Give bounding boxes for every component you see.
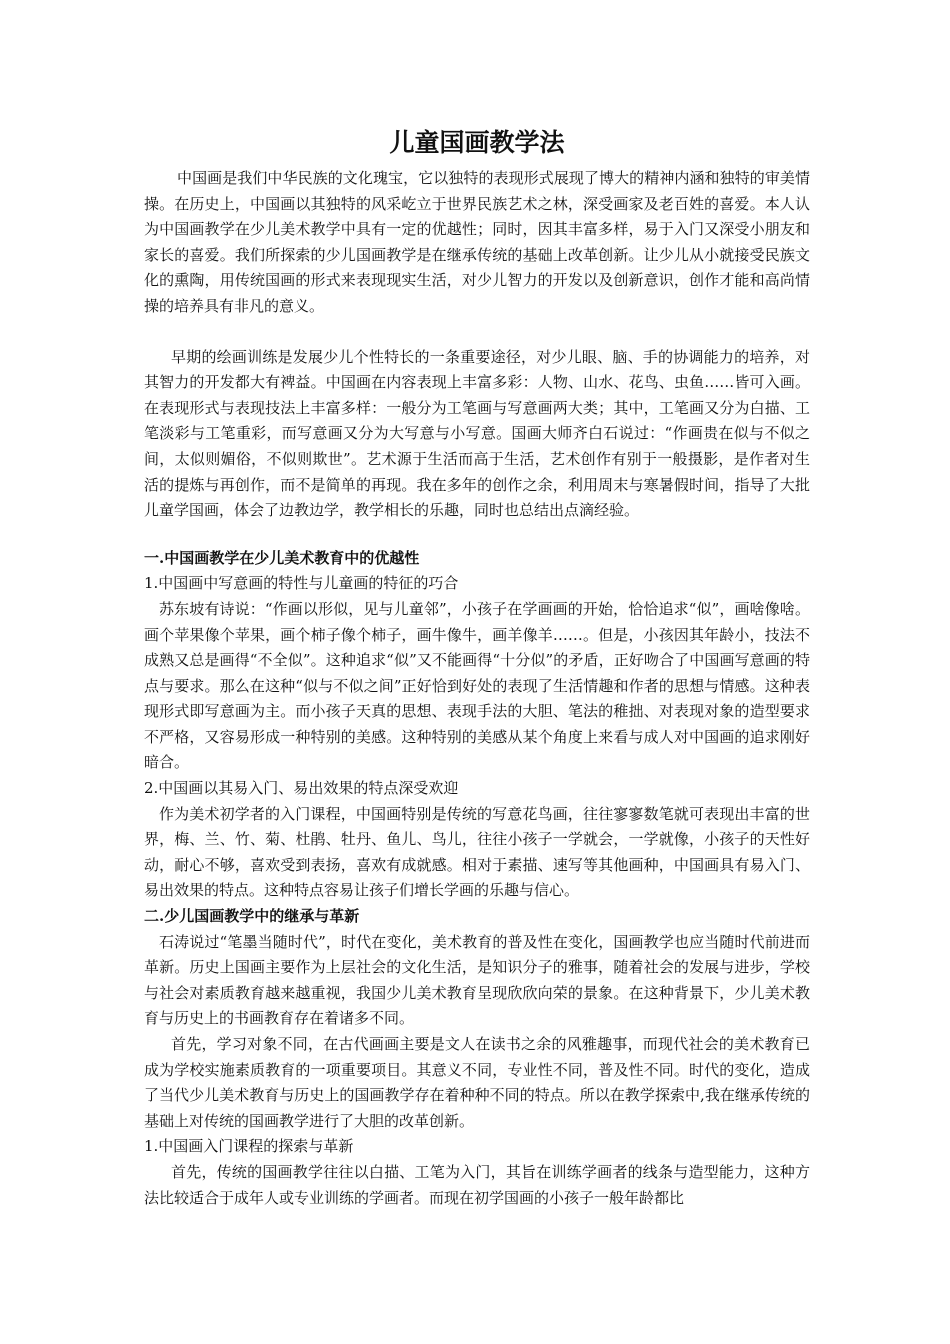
section-2-paragraph-3: 首先，传统的国画教学往往以白描、工笔为入门，其旨在训练学画者的线条与造型能力，这种方法比较适合于成年人或专业训练的学画者。而现在初学国画的小孩子一般年龄都比 [144,1162,810,1207]
section-1-heading: 一.中国画教学在少儿美术教育中的优越性 [144,548,420,567]
section-2-subheading-1: 1.中国画入门课程的探索与革新 [144,1137,354,1156]
section-2-heading: 二.少儿国画教学中的继承与革新 [144,907,360,926]
section-1-paragraph-1: 苏东坡有诗说：“作画以形似，见与儿童邻”，小孩子在学画画的开始，恰恰追求“似”，画啥像啥。画个苹果像个苹果，画个柿子像个柿子，画牛像牛，画羊像羊……。但是，小孩因其年龄小，技法不成熟又总是画得“不全似”。这种追求“似”又不能画得“十分似”的矛盾，正好吻合了中国画写意画的特点与要求。那么在这种“似与不似之间”正好恰到好处的表现了生活情趣和作者的思想与情感。这种表现形式即写意画为主。而小孩子天真的思想、表现手法的大胆、笔法的稚拙、对表现对象的造型要求不严格，又容易形成一种特别的美感。这种特别的美感从某个角度上来看与成人对中国画的追求刚好暗合。 [144,599,810,772]
page-title: 儿童国画教学法 [389,128,565,157]
intro-paragraph-1: 中国画是我们中华民族的文化瑰宝，它以独特的表现形式展现了博大的精神内涵和独特的审美情操。在历史上，中国画以其独特的风采屹立于世界民族艺术之林，深受画家及老百姓的喜爱。本人认为中国画教学在少儿美术教学中具有一定的优越性；同时，因其丰富多样，易于入门又深受小朋友和家长的喜爱。我们所探索的少儿国画教学是在继承传统的基础上改革创新。让少儿从小就接受民族文化的熏陶，用传统国画的形式来表现现实生活，对少儿智力的开发以及创新意识，创作才能和高尚情操的培养具有非凡的意义。 [144,169,810,315]
intro-paragraph-2: 早期的绘画训练是发展少儿个性特长的一条重要途径，对少儿眼、脑、手的协调能力的培养，对其智力的开发都大有裨益。中国画在内容表现上丰富多彩：人物、山水、花鸟、虫鱼……皆可入画。在表现形式与表现技法上丰富多样：一般分为工笔画与写意画两大类；其中，工笔画又分为白描、工笔淡彩与工笔重彩，而写意画又分为大写意与小写意。国画大师齐白石说过：“作画贵在似与不似之间，太似则媚俗，不似则欺世”。艺术源于生活而高于生活，艺术创作有别于一般摄影，是作者对生活的提炼与再创作，而不是简单的再现。我在多年的创作之余，利用周末与寒暑假时间，指导了大批儿童学国画，体会了边教边学，教学相长的乐趣，同时也总结出点滴经验。 [144,347,810,520]
section-1-subheading-2: 2.中国画以其易入门、易出效果的特点深受欢迎 [144,779,459,798]
section-2-paragraph-2: 首先，学习对象不同，在古代画画主要是文人在读书之余的风雅趣事，而现代社会的美术教育已成为学校实施素质教育的一项重要项目。其意义不同，专业性不同，普及性不同。时代的变化，造成了当代少儿美术教育与历史上的国画教学存在着种种不同的特点。所以在教学探索中,我在继承传统的基础上对传统的国画教学进行了大胆的改革创新。 [144,1035,810,1130]
spacer [144,320,810,345]
section-2-paragraph-1: 石涛说过“笔墨当随时代”，时代在变化，美术教育的普及性在变化，国画教学也应当随时代前进而革新。历史上国画主要作为上层社会的文化生活，是知识分子的雅事，随着社会的发展与进步，学校与社会对素质教育越来越重视，我国少儿美术教育呈现欣欣向荣的景象。在这种背景下，少儿美术教育与历史上的书画教育存在着诸多不同。 [144,932,810,1028]
section-1-subheading-1: 1.中国画中写意画的特性与儿童画的特征的巧合 [144,574,459,593]
document-body [144,126,810,1211]
section-1-paragraph-2: 作为美术初学者的入门课程，中国画特别是传统的写意花鸟画，往往寥寥数笔就可表现出丰富的世界，梅、兰、竹、菊、杜鹃、牡丹、鱼儿、鸟儿，往往小孩子一学就会，一学就像，小孩子的天性好动，耐心不够，喜欢受到表扬，喜欢有成就感。相对于素描、速写等其他画种，中国画具有易入门、易出效果的特点。这种特点容易让孩子们增长学画的乐趣与信心。 [144,804,810,900]
spacer [144,524,810,546]
